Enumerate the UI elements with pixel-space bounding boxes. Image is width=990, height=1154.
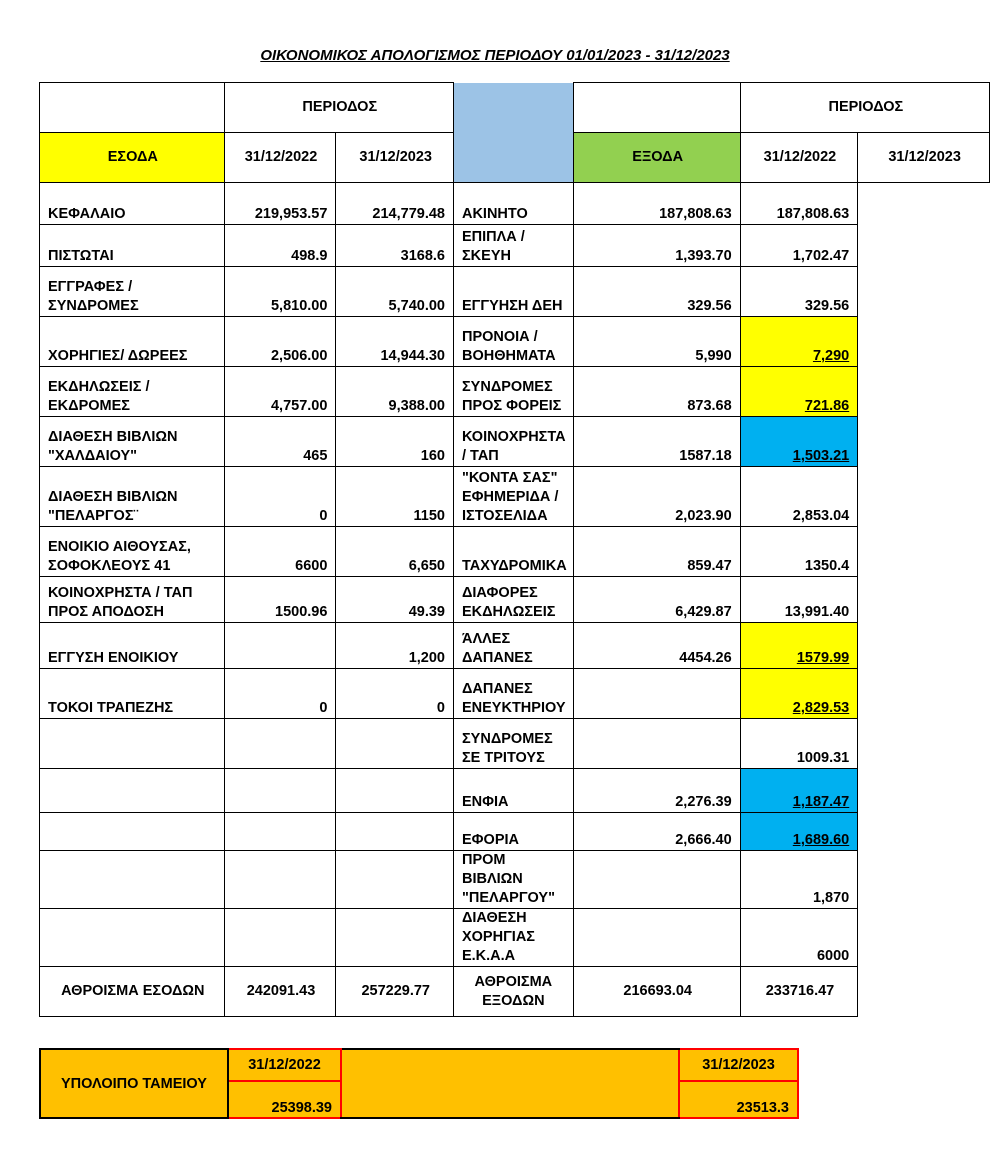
expense-label: ΔΙΑΦΟΡΕΣ ΕΚΔΗΛΩΣΕΙΣ bbox=[453, 577, 573, 623]
expense-value-2023: 1,870 bbox=[740, 851, 858, 909]
income-value-2022: 4,757.00 bbox=[224, 367, 336, 417]
income-value-2023 bbox=[336, 769, 454, 813]
income-value-2022: 498.9 bbox=[224, 225, 336, 267]
table-row bbox=[40, 813, 990, 851]
income-value-2023 bbox=[336, 851, 454, 909]
income-label: ΚΟΙΝΟΧΡΗΣΤΑ / ΤΑΠ ΠΡΟΣ ΑΠΟΔΟΣΗ bbox=[40, 577, 225, 623]
income-label bbox=[40, 813, 225, 851]
expense-value-2023: 1350.4 bbox=[740, 527, 858, 577]
income-value-2022 bbox=[224, 851, 336, 909]
expense-value-2023: 2,853.04 bbox=[740, 467, 858, 527]
expense-label: ΕΠΙΠΛΑ / ΣΚΕΥΗ bbox=[453, 225, 573, 267]
expense-label: ΤΑΧΥΔΡΟΜΙΚΑ bbox=[453, 527, 573, 577]
expense-value-2023: 187,808.63 bbox=[740, 183, 858, 225]
income-value-2023: 49.39 bbox=[336, 577, 454, 623]
income-label: ΠΙΣΤΩΤΑΙ bbox=[40, 225, 225, 267]
table-row bbox=[40, 719, 990, 769]
income-label: ΕΝΟΙΚΙΟ ΑΙΘΟΥΣΑΣ, ΣΟΦΟΚΛΕΟΥΣ 41 bbox=[40, 527, 225, 577]
balance-date-2023: 31/12/2023 bbox=[679, 1049, 798, 1081]
income-label: ΔΙΑΘΕΣΗ ΒΙΒΛΙΩΝ "ΠΕΛΑΡΓΟΣ¨ bbox=[40, 467, 225, 527]
income-label: ΕΚΔΗΛΩΣΕΙΣ / ΕΚΔΡΟΜΕΣ bbox=[40, 367, 225, 417]
table-row bbox=[40, 417, 990, 467]
expense-header: ΕΞΟΔΑ bbox=[573, 133, 740, 183]
expense-value-2022 bbox=[573, 719, 740, 769]
income-value-2022 bbox=[224, 623, 336, 669]
expense-value-2022: 2,666.40 bbox=[573, 813, 740, 851]
expense-value-2022: 859.47 bbox=[573, 527, 740, 577]
expense-value-2022: 5,990 bbox=[573, 317, 740, 367]
income-label: ΤΟΚΟΙ ΤΡΑΠΕΖΗΣ bbox=[40, 669, 225, 719]
balance-gap bbox=[341, 1049, 679, 1118]
expense-label: ΕΝΦΙΑ bbox=[453, 769, 573, 813]
table-row bbox=[40, 669, 990, 719]
expense-value-2022: 1587.18 bbox=[573, 417, 740, 467]
income-label bbox=[40, 851, 225, 909]
table-row bbox=[40, 909, 990, 967]
expense-value-2023: 1009.31 bbox=[740, 719, 858, 769]
income-label: ΧΟΡΗΓΙΕΣ/ ΔΩΡΕΕΣ bbox=[40, 317, 225, 367]
expense-label: ΠΡΟΝΟΙΑ / ΒΟΗΘΗΜΑΤΑ bbox=[453, 317, 573, 367]
expense-value-2022: 187,808.63 bbox=[573, 183, 740, 225]
expense-value-2023: 7,290 bbox=[740, 317, 858, 367]
expense-value-2023: 2,829.53 bbox=[740, 669, 858, 719]
income-value-2022: 219,953.57 bbox=[224, 183, 336, 225]
expense-label: ΆΛΛΕΣ ΔΑΠΑΝΕΣ bbox=[453, 623, 573, 669]
cash-balance-box bbox=[39, 1048, 799, 1119]
income-value-2022: 465 bbox=[224, 417, 336, 467]
income-value-2023 bbox=[336, 719, 454, 769]
expense-value-2022: 329.56 bbox=[573, 267, 740, 317]
period-right-header: ΠΕΡΙΟΔΟΣ bbox=[740, 83, 989, 133]
income-label: ΕΓΓΡΑΦΕΣ / ΣΥΝΔΡΟΜΕΣ bbox=[40, 267, 225, 317]
income-value-2022 bbox=[224, 813, 336, 851]
table-row bbox=[40, 851, 990, 909]
expense-value-2022: 873.68 bbox=[573, 367, 740, 417]
expense-value-2022: 1,393.70 bbox=[573, 225, 740, 267]
table-row bbox=[40, 769, 990, 813]
period-header-row bbox=[40, 83, 990, 133]
income-date-2023: 31/12/2023 bbox=[336, 133, 454, 183]
expense-date-2023: 31/12/2023 bbox=[858, 133, 990, 183]
income-value-2023: 1150 bbox=[336, 467, 454, 527]
income-value-2023: 6,650 bbox=[336, 527, 454, 577]
income-value-2022 bbox=[224, 769, 336, 813]
balance-date-2022: 31/12/2022 bbox=[228, 1049, 341, 1081]
income-total-2022: 242091.43 bbox=[224, 967, 336, 1017]
table-row bbox=[40, 467, 990, 527]
expense-value-2022 bbox=[573, 669, 740, 719]
expense-value-2023: 721.86 bbox=[740, 367, 858, 417]
income-label bbox=[40, 769, 225, 813]
empty-header-cell bbox=[40, 83, 225, 133]
expense-value-2022: 2,276.39 bbox=[573, 769, 740, 813]
income-date-2022: 31/12/2022 bbox=[224, 133, 336, 183]
table-row bbox=[40, 577, 990, 623]
income-label bbox=[40, 719, 225, 769]
expense-value-2023: 13,991.40 bbox=[740, 577, 858, 623]
income-total-label: ΑΘΡΟΙΣΜΑ ΕΣΟΔΩΝ bbox=[40, 967, 225, 1017]
income-value-2023: 214,779.48 bbox=[336, 183, 454, 225]
expense-total-label: ΑΘΡΟΙΣΜΑ ΕΞΟΔΩΝ bbox=[453, 967, 573, 1017]
table-row bbox=[40, 367, 990, 417]
income-value-2022: 0 bbox=[224, 669, 336, 719]
balance-value-2023: 23513.3 bbox=[679, 1081, 798, 1118]
income-value-2023: 14,944.30 bbox=[336, 317, 454, 367]
expense-label: ΔΙΑΘΕΣΗ ΧΟΡΗΓΙΑΣ Ε.Κ.Α.Α bbox=[453, 909, 573, 967]
income-value-2023: 160 bbox=[336, 417, 454, 467]
income-value-2023: 1,200 bbox=[336, 623, 454, 669]
cash-balance-label: ΥΠΟΛΟΙΠΟ ΤΑΜΕΙΟΥ bbox=[40, 1049, 228, 1118]
income-value-2022: 1500.96 bbox=[224, 577, 336, 623]
expense-value-2023: 1,187.47 bbox=[740, 769, 858, 813]
column-separator bbox=[453, 83, 573, 183]
expense-label: ΣΥΝΔΡΟΜΕΣ ΣΕ ΤΡΙΤΟΥΣ bbox=[453, 719, 573, 769]
expense-label: ΣΥΝΔΡΟΜΕΣ ΠΡΟΣ ΦΟΡΕΙΣ bbox=[453, 367, 573, 417]
expense-value-2023: 1,503.21 bbox=[740, 417, 858, 467]
expense-value-2022 bbox=[573, 909, 740, 967]
table-row bbox=[40, 623, 990, 669]
expense-value-2023: 1579.99 bbox=[740, 623, 858, 669]
financial-table bbox=[39, 82, 990, 1017]
expense-label: ΕΦΟΡΙΑ bbox=[453, 813, 573, 851]
expense-label: "ΚΟΝΤΑ ΣΑΣ" ΕΦΗΜΕΡΙΔΑ / ΙΣΤΟΣΕΛΙΔΑ bbox=[453, 467, 573, 527]
expense-total-2022: 216693.04 bbox=[573, 967, 740, 1017]
income-header: ΕΣΟΔΑ bbox=[40, 133, 225, 183]
table-row bbox=[40, 225, 990, 267]
table-row bbox=[40, 317, 990, 367]
income-value-2023: 5,740.00 bbox=[336, 267, 454, 317]
expense-value-2023: 329.56 bbox=[740, 267, 858, 317]
totals-row bbox=[40, 967, 990, 1017]
expense-label: ΑΚΙΝΗΤΟ bbox=[453, 183, 573, 225]
income-value-2023: 0 bbox=[336, 669, 454, 719]
table-row bbox=[40, 183, 990, 225]
expense-value-2023: 1,702.47 bbox=[740, 225, 858, 267]
income-value-2023 bbox=[336, 909, 454, 967]
empty-header-cell bbox=[573, 83, 740, 133]
report-title: ΟΙΚΟΝΟΜΙΚΟΣ ΑΠΟΛΟΓΙΣΜΟΣ ΠΕΡΙΟΔΟΥ 01/01/2023 - 31/12/2023 bbox=[260, 47, 730, 64]
expense-label: ΚΟΙΝΟΧΡΗΣΤΑ / ΤΑΠ bbox=[453, 417, 573, 467]
income-value-2022 bbox=[224, 909, 336, 967]
income-value-2022: 6600 bbox=[224, 527, 336, 577]
table-row bbox=[40, 527, 990, 577]
income-value-2023: 3168.6 bbox=[336, 225, 454, 267]
expense-label: ΠΡΟΜ ΒΙΒΛΙΩΝ "ΠΕΛΑΡΓΟΥ" bbox=[453, 851, 573, 909]
expense-value-2022 bbox=[573, 851, 740, 909]
expense-value-2022: 6,429.87 bbox=[573, 577, 740, 623]
expense-date-2022: 31/12/2022 bbox=[740, 133, 858, 183]
income-label: ΚΕΦΑΛΑΙΟ bbox=[40, 183, 225, 225]
expense-value-2022: 2,023.90 bbox=[573, 467, 740, 527]
income-value-2022: 2,506.00 bbox=[224, 317, 336, 367]
income-value-2023 bbox=[336, 813, 454, 851]
income-value-2022: 0 bbox=[224, 467, 336, 527]
income-value-2023: 9,388.00 bbox=[336, 367, 454, 417]
period-left-header: ΠΕΡΙΟΔΟΣ bbox=[224, 83, 453, 133]
expense-value-2022: 4454.26 bbox=[573, 623, 740, 669]
table-row bbox=[40, 267, 990, 317]
expense-label: ΔΑΠΑΝΕΣ ΕΝΕΥΚΤΗΡΙΟΥ bbox=[453, 669, 573, 719]
balance-value-2022: 25398.39 bbox=[228, 1081, 341, 1118]
income-label bbox=[40, 909, 225, 967]
income-label: ΕΓΓΥΣΗ ΕΝΟΙΚΙΟΥ bbox=[40, 623, 225, 669]
income-value-2022 bbox=[224, 719, 336, 769]
income-label: ΔΙΑΘΕΣΗ ΒΙΒΛΙΩΝ "ΧΑΛΔΑΙΟΥ" bbox=[40, 417, 225, 467]
expense-value-2023: 1,689.60 bbox=[740, 813, 858, 851]
income-value-2022: 5,810.00 bbox=[224, 267, 336, 317]
expense-label: ΕΓΓΥΗΣΗ ΔΕΗ bbox=[453, 267, 573, 317]
income-total-2023: 257229.77 bbox=[336, 967, 454, 1017]
expense-value-2023: 6000 bbox=[740, 909, 858, 967]
expense-total-2023: 233716.47 bbox=[740, 967, 858, 1017]
